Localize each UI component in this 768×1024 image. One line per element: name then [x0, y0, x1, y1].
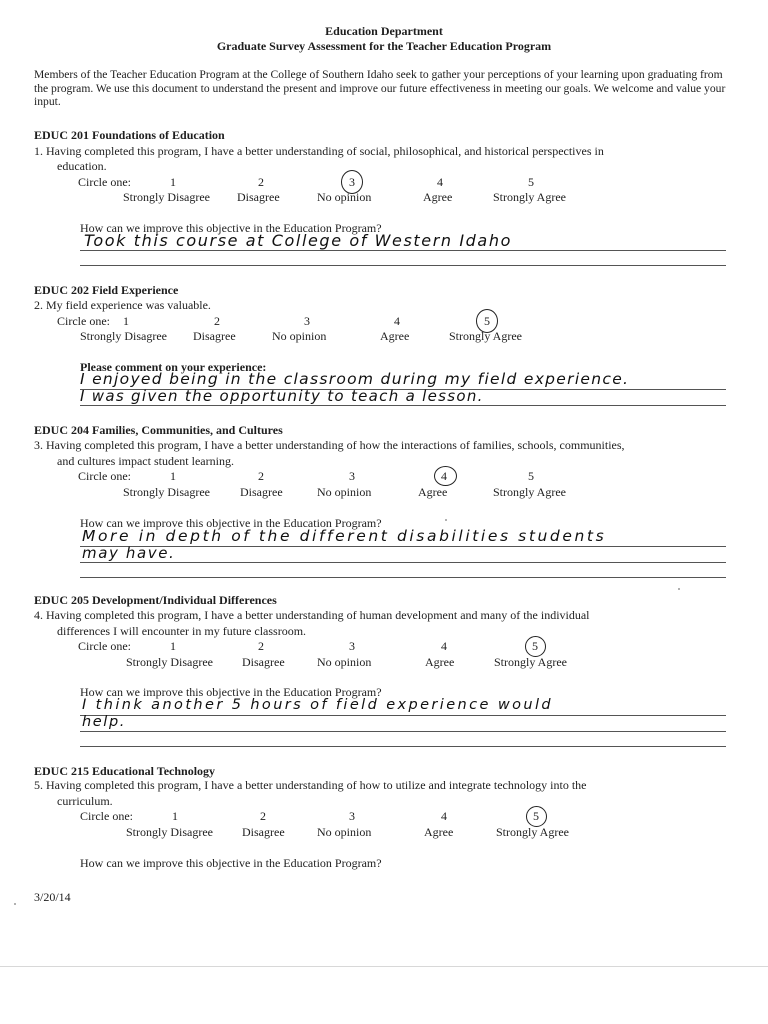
scale-label-strongly-disagree: Strongly Disagree: [123, 190, 210, 204]
improve-prompt: How can we improve this objective in the Education Program?: [80, 516, 382, 530]
question-5-text: 5. Having completed this program, I have a better understanding of how to utilize and integrate technology into the: [34, 778, 587, 792]
selection-circle: [525, 636, 546, 657]
scale-number-3[interactable]: 3: [349, 469, 355, 483]
circle-one-label: Circle one:: [57, 314, 110, 328]
circle-one-label: Circle one:: [78, 175, 131, 189]
handwritten-response-line: More in depth of the different disabilities students: [82, 527, 607, 545]
scale-label-no-opinion: No opinion: [317, 825, 372, 839]
circle-one-label: Circle one:: [78, 469, 131, 483]
scale-label-no-opinion: No opinion: [317, 655, 372, 669]
question-1-text-cont: education.: [57, 159, 107, 173]
scale-number-3[interactable]: 3: [304, 314, 310, 328]
question-4-text: 4. Having completed this program, I have a better understanding of human development and many of the individual: [34, 608, 590, 622]
response-line[interactable]: [80, 562, 726, 563]
date-footer: 3/20/14: [34, 890, 71, 904]
scale-number-5[interactable]: 5: [532, 639, 538, 653]
scale-number-4[interactable]: 4: [441, 639, 447, 653]
response-line[interactable]: [80, 746, 726, 747]
scale-number-3[interactable]: 3: [349, 809, 355, 823]
selection-circle: [434, 466, 457, 486]
scale-number-2[interactable]: 2: [258, 469, 264, 483]
question-1-text: 1. Having completed this program, I have a better understanding of social, philosophical, and historical perspectives in: [34, 144, 604, 158]
handwritten-response-line: help.: [82, 714, 126, 730]
scale-label-disagree: Disagree: [237, 190, 280, 204]
response-line[interactable]: [80, 546, 726, 547]
scan-speck: [14, 903, 16, 905]
comment-prompt: Please comment on your experience:: [80, 360, 267, 374]
scale-label-agree: Agree: [380, 329, 410, 343]
section-title-educ202: EDUC 202 Field Experience: [34, 283, 179, 297]
scale-label-strongly-disagree: Strongly Disagree: [123, 485, 210, 499]
improve-prompt: How can we improve this objective in the Education Program?: [80, 221, 382, 235]
response-line[interactable]: [80, 405, 726, 406]
scale-number-3[interactable]: 3: [349, 639, 355, 653]
scale-number-4[interactable]: 4: [437, 175, 443, 189]
improve-prompt: How can we improve this objective in the Education Program?: [80, 685, 382, 699]
scale-number-4[interactable]: 4: [441, 809, 447, 823]
scale-number-2[interactable]: 2: [214, 314, 220, 328]
scale-number-5[interactable]: 5: [528, 469, 534, 483]
scale-number-5[interactable]: 5: [484, 314, 490, 328]
scale-label-no-opinion: No opinion: [317, 485, 372, 499]
scale-number-1[interactable]: 1: [170, 639, 176, 653]
handwritten-response-line: Took this course at College of Western Idaho: [84, 231, 512, 250]
scale-label-no-opinion: No opinion: [272, 329, 327, 343]
circle-one-label: Circle one:: [78, 639, 131, 653]
improve-prompt: How can we improve this objective in the Education Program?: [80, 856, 382, 870]
selection-circle: [526, 806, 547, 827]
section-title-educ201: EDUC 201 Foundations of Education: [34, 128, 225, 142]
intro-paragraph: Members of the Teacher Education Program at the College of Southern Idaho seek to gather your perceptions of your learning upon graduating from the program. We use this document to understand the present and improve our future effectiveness in meeting our goals. We welcome and value your input.: [34, 68, 726, 108]
survey-title: Graduate Survey Assessment for the Teacher Education Program: [216, 39, 552, 53]
scale-number-5[interactable]: 5: [528, 175, 534, 189]
scale-label-agree: Agree: [423, 190, 453, 204]
response-line[interactable]: [80, 250, 726, 251]
scale-label-disagree: Disagree: [193, 329, 236, 343]
scale-number-2[interactable]: 2: [258, 639, 264, 653]
department-heading: Education Department: [325, 24, 443, 38]
section-title-educ205: EDUC 205 Development/Individual Differences: [34, 593, 277, 607]
scale-label-strongly-disagree: Strongly Disagree: [126, 825, 213, 839]
scale-number-4[interactable]: 4: [394, 314, 400, 328]
scale-number-4[interactable]: 4: [441, 469, 447, 483]
response-line[interactable]: [80, 715, 726, 716]
scale-label-disagree: Disagree: [240, 485, 283, 499]
response-line[interactable]: [80, 577, 726, 578]
scale-number-2[interactable]: 2: [258, 175, 264, 189]
scale-number-5[interactable]: 5: [533, 809, 539, 823]
scale-number-1[interactable]: 1: [123, 314, 129, 328]
scale-number-2[interactable]: 2: [260, 809, 266, 823]
scale-label-strongly-agree: Strongly Agree: [496, 825, 569, 839]
scale-label-agree: Agree: [424, 825, 454, 839]
question-3-text: 3. Having completed this program, I have a better understanding of how the interactions of families, schools, communities,: [34, 438, 625, 452]
section-title-educ215: EDUC 215 Educational Technology: [34, 764, 216, 778]
scale-label-strongly-agree: Strongly Agree: [493, 485, 566, 499]
circle-one-label: Circle one:: [80, 809, 133, 823]
scale-label-strongly-agree: Strongly Agree: [449, 329, 522, 343]
response-line[interactable]: [80, 731, 726, 732]
scale-label-strongly-agree: Strongly Agree: [493, 190, 566, 204]
handwritten-response-line: I think another 5 hours of field experience would: [82, 697, 553, 713]
scale-number-1[interactable]: 1: [170, 175, 176, 189]
question-4-text-cont: differences I will encounter in my future classroom.: [57, 624, 307, 638]
scan-edge: [0, 966, 768, 967]
scan-speck: [445, 519, 447, 521]
scale-label-strongly-disagree: Strongly Disagree: [126, 655, 213, 669]
scale-number-1[interactable]: 1: [170, 469, 176, 483]
question-2-text: 2. My field experience was valuable.: [34, 298, 211, 312]
scale-label-no-opinion: No opinion: [317, 190, 372, 204]
scan-speck: [678, 588, 680, 590]
question-3-text-cont: and cultures impact student learning.: [57, 454, 234, 468]
scale-number-3[interactable]: 3: [349, 175, 355, 189]
handwritten-response-line: I enjoyed being in the classroom during my field experience.: [80, 370, 630, 388]
question-5-text-cont: curriculum.: [57, 794, 113, 808]
scale-label-disagree: Disagree: [242, 825, 285, 839]
handwritten-response-line: I was given the opportunity to teach a lesson.: [80, 387, 484, 405]
scale-label-agree: Agree: [425, 655, 455, 669]
section-title-educ204: EDUC 204 Families, Communities, and Cultures: [34, 423, 283, 437]
scale-label-strongly-agree: Strongly Agree: [494, 655, 567, 669]
scale-number-1[interactable]: 1: [172, 809, 178, 823]
scale-label-agree: Agree: [418, 485, 448, 499]
scale-label-strongly-disagree: Strongly Disagree: [80, 329, 167, 343]
handwritten-response-line: may have.: [82, 544, 176, 562]
scale-label-disagree: Disagree: [242, 655, 285, 669]
response-line[interactable]: [80, 265, 726, 266]
